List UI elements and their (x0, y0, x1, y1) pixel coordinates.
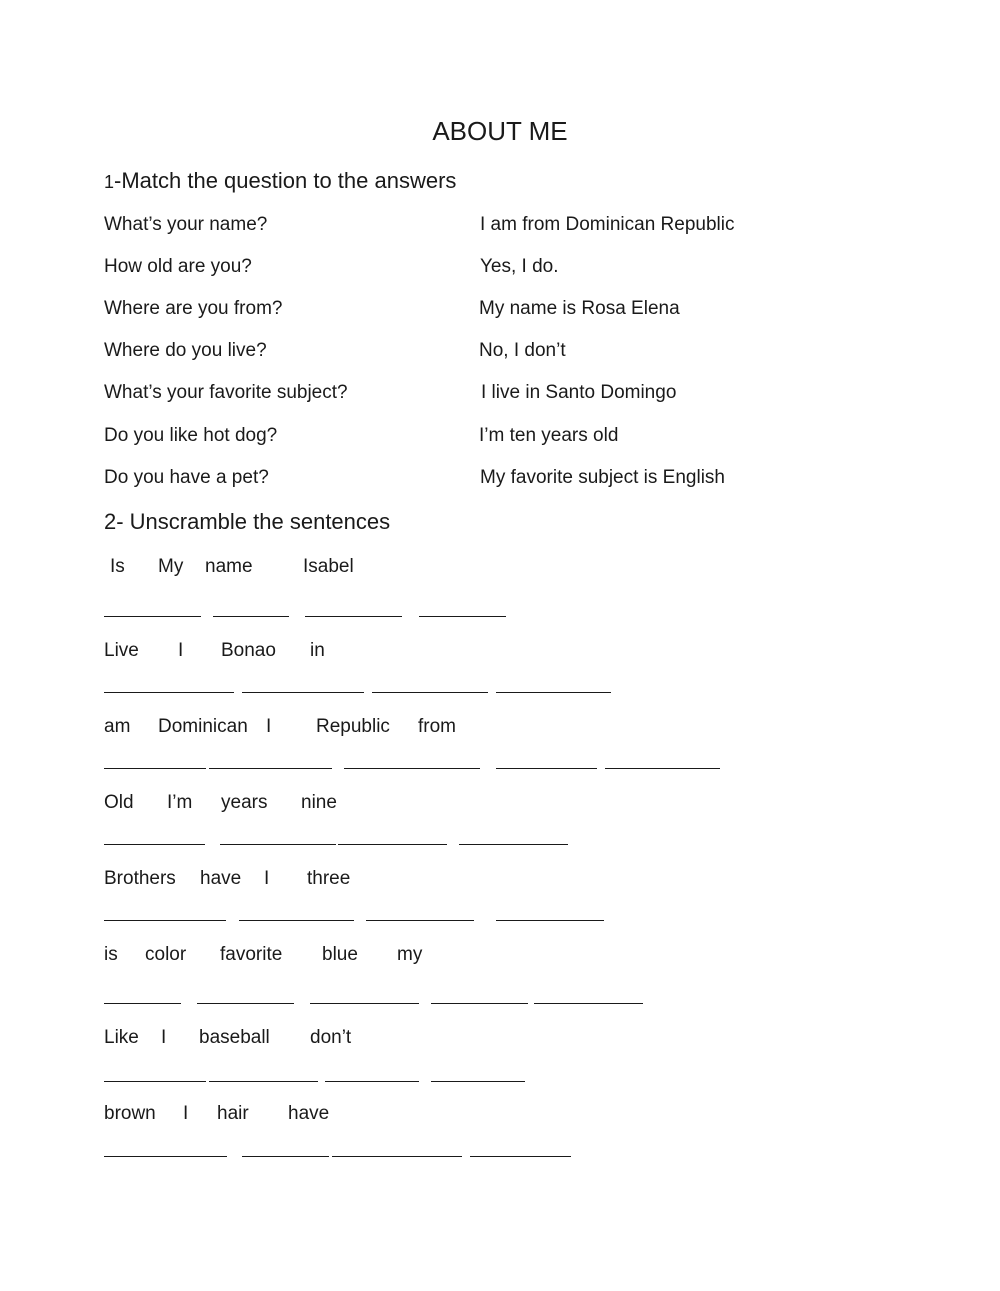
answer-blank[interactable] (242, 692, 364, 693)
answer-blank[interactable] (104, 844, 205, 845)
answer-blank[interactable] (496, 692, 611, 693)
answer-blank[interactable] (310, 1003, 419, 1004)
answer-blank[interactable] (239, 920, 354, 921)
scrambled-word: I (266, 716, 272, 737)
answer-blank[interactable] (209, 1081, 318, 1082)
answer-blank[interactable] (197, 1003, 294, 1004)
answer-blank[interactable] (419, 616, 506, 617)
answer-blank[interactable] (104, 1156, 227, 1157)
scrambled-word: I (161, 1027, 167, 1048)
scrambled-word: hair (217, 1103, 249, 1124)
scrambled-word: nine (301, 792, 337, 813)
answer-blank[interactable] (372, 692, 488, 693)
answer-blank[interactable] (605, 768, 720, 769)
scrambled-word: My (158, 556, 184, 577)
answer-blank[interactable] (459, 844, 568, 845)
question-item: Where do you live? (104, 340, 267, 361)
scrambled-word: Isabel (303, 556, 354, 577)
scrambled-word: have (200, 868, 242, 889)
answer-blank[interactable] (104, 920, 226, 921)
answer-item: I’m ten years old (479, 425, 619, 446)
scrambled-word: I (183, 1103, 189, 1124)
scrambled-word: Is (110, 556, 125, 577)
scrambled-word: Old (104, 792, 134, 813)
scrambled-word: is (104, 944, 118, 965)
scrambled-word: name (205, 556, 253, 577)
answer-blank[interactable] (104, 616, 201, 617)
answer-blank[interactable] (431, 1003, 528, 1004)
scrambled-word: from (418, 716, 456, 737)
answer-blank[interactable] (496, 768, 597, 769)
scrambled-word: three (307, 868, 351, 889)
answer-item: I am from Dominican Republic (480, 214, 735, 235)
question-item: Where are you from? (104, 298, 283, 319)
scrambled-word: Brothers (104, 868, 176, 889)
answer-blank[interactable] (338, 844, 447, 845)
answer-blank[interactable] (496, 920, 604, 921)
scrambled-word: I (178, 640, 184, 661)
section-2-heading: 2- Unscramble the sentences (104, 509, 391, 534)
answer-blank[interactable] (213, 616, 289, 617)
scrambled-word: favorite (220, 944, 283, 965)
answer-blank[interactable] (104, 1081, 206, 1082)
answer-blank[interactable] (470, 1156, 571, 1157)
answer-blank[interactable] (104, 1003, 181, 1004)
section-1-heading-text: -Match the question to the answers (114, 168, 457, 193)
answer-item: My name is Rosa Elena (479, 298, 680, 319)
question-item: Do you like hot dog? (104, 425, 278, 446)
scrambled-word: Live (104, 640, 139, 661)
question-item: How old are you? (104, 256, 252, 277)
scrambled-word: I (264, 868, 270, 889)
answer-blank[interactable] (344, 768, 480, 769)
answer-item: No, I don’t (479, 340, 566, 361)
answer-blank[interactable] (325, 1081, 419, 1082)
answer-item: My favorite subject is English (480, 467, 725, 488)
scrambled-word: baseball (199, 1027, 270, 1048)
answer-blank[interactable] (332, 1156, 462, 1157)
scrambled-word: years (221, 792, 268, 813)
question-item: What’s your name? (104, 214, 268, 235)
scrambled-word: I’m (167, 792, 193, 813)
scrambled-word: Bonao (221, 640, 276, 661)
scrambled-word: Dominican (158, 716, 248, 737)
answer-blank[interactable] (104, 692, 234, 693)
section-1-number: 1 (104, 172, 115, 192)
answer-blank[interactable] (534, 1003, 643, 1004)
answer-item: Yes, I do. (480, 256, 559, 277)
page-title: ABOUT ME (432, 116, 568, 146)
answer-blank[interactable] (209, 768, 332, 769)
answer-blank[interactable] (305, 616, 402, 617)
answer-blank[interactable] (366, 920, 474, 921)
question-item: Do you have a pet? (104, 467, 269, 488)
answer-blank[interactable] (242, 1156, 329, 1157)
scrambled-word: Republic (316, 716, 390, 737)
scrambled-word: Like (104, 1027, 139, 1048)
answer-item: I live in Santo Domingo (481, 382, 677, 403)
answer-blank[interactable] (431, 1081, 525, 1082)
scrambled-word: in (310, 640, 325, 661)
answer-blank[interactable] (104, 768, 206, 769)
scrambled-word: don’t (310, 1027, 352, 1048)
answer-blank[interactable] (220, 844, 336, 845)
scrambled-word: my (397, 944, 423, 965)
scrambled-word: blue (322, 944, 358, 965)
scrambled-word: color (145, 944, 187, 965)
question-item: What’s your favorite subject? (104, 382, 348, 403)
section-1-heading (104, 170, 456, 192)
scrambled-word: am (104, 716, 131, 737)
scrambled-word: have (288, 1103, 330, 1124)
scrambled-word: brown (104, 1103, 156, 1124)
